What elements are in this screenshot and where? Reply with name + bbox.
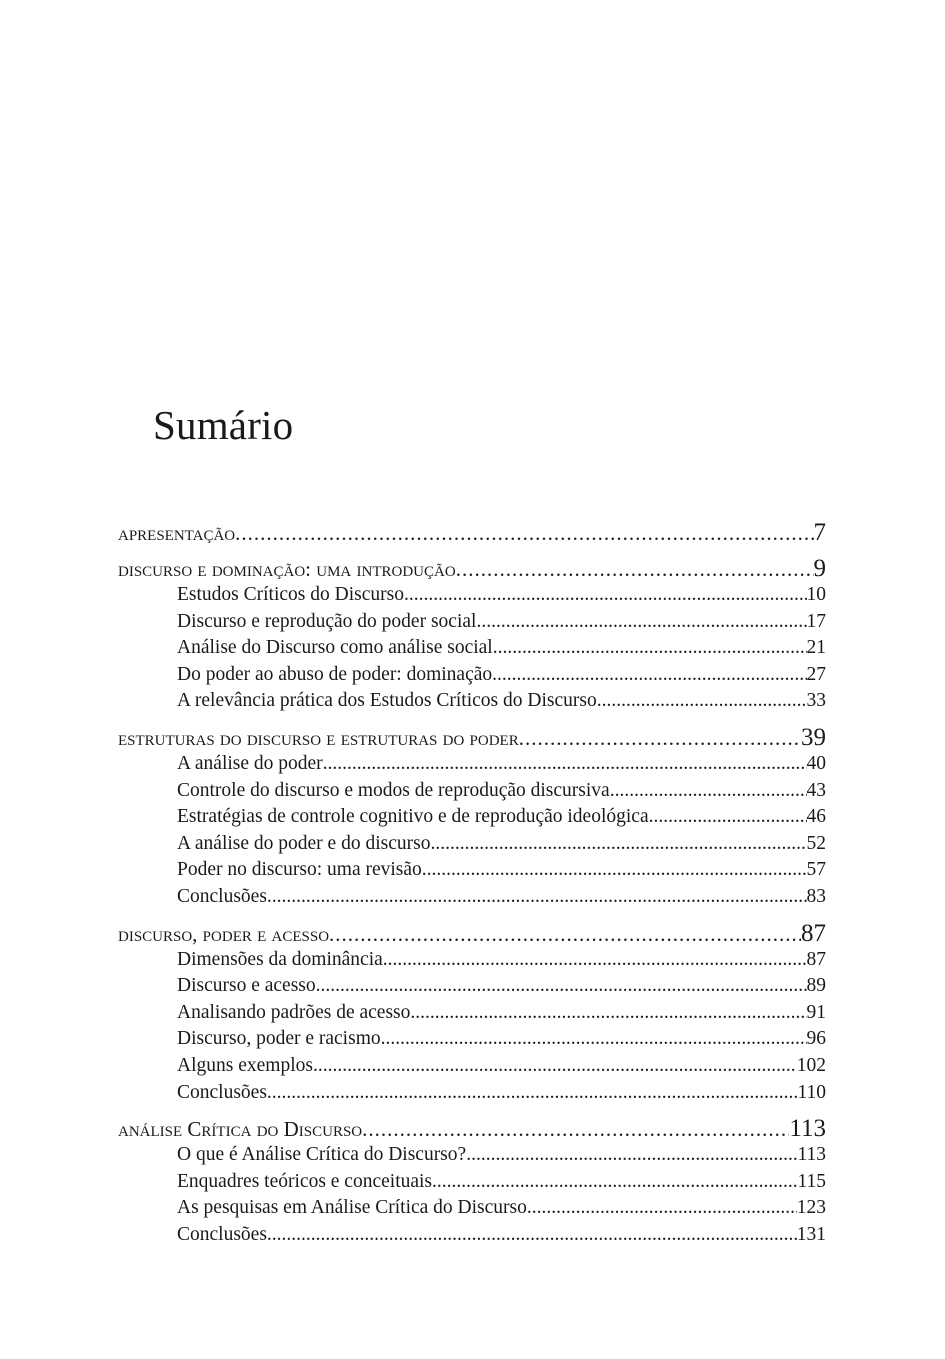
dot-leader (597, 690, 807, 712)
dot-leader (381, 1028, 807, 1050)
entry-label: Alguns exemplos (177, 1054, 313, 1076)
dot-leader (610, 780, 807, 802)
toc-entry[interactable] (118, 886, 826, 913)
dot-leader (476, 611, 806, 633)
entry-page: 83 (806, 885, 826, 907)
dot-leader (432, 1171, 797, 1193)
entry-page: 110 (797, 1081, 826, 1103)
entry-label: Estudos Críticos do Discurso (177, 584, 404, 605)
dot-leader (329, 922, 801, 947)
entry-page: 102 (796, 1054, 826, 1076)
dot-leader (404, 584, 807, 606)
chapter-label: discurso, poder e acesso (118, 921, 330, 946)
chapter-page: 113 (789, 1115, 826, 1143)
chapter-page: 9 (813, 555, 826, 582)
dot-leader (456, 557, 814, 582)
toc-entry[interactable] (118, 753, 826, 780)
entry-page: 57 (806, 859, 826, 881)
toc-entry[interactable] (118, 780, 826, 807)
entry-page: 123 (796, 1197, 826, 1219)
dot-leader (267, 886, 807, 908)
dot-leader (313, 1055, 797, 1077)
dot-leader (492, 664, 806, 686)
chapter-page: 87 (801, 919, 826, 947)
toc-entry[interactable] (118, 1055, 826, 1082)
dot-leader (493, 637, 807, 659)
dot-leader (316, 975, 807, 997)
entry-page: 115 (797, 1170, 826, 1192)
entry-page: 89 (806, 975, 826, 997)
toc-entry[interactable] (118, 584, 826, 611)
dot-leader (519, 726, 801, 751)
entry-page: 43 (806, 779, 826, 801)
chapter-label: estruturas do discurso e estruturas do poder (118, 725, 519, 750)
entry-label: Enquadres teóricos e conceituais (177, 1170, 433, 1192)
entry-label: Dimensões da dominância (177, 948, 383, 970)
toc-entry[interactable] (118, 949, 826, 976)
dot-leader (430, 833, 806, 855)
chapter-page: 39 (801, 723, 826, 751)
entry-label: O que é Análise Crítica do Discurso? (177, 1144, 467, 1166)
toc-entry[interactable] (118, 690, 826, 717)
toc-chapter-discurso-e-dominacao[interactable] (118, 555, 826, 584)
entry-page: 27 (806, 663, 826, 685)
entry-page: 96 (806, 1028, 826, 1050)
page-title: Sumário (153, 402, 294, 449)
toc-chapter-discurso-poder-acesso[interactable] (118, 920, 826, 949)
dot-leader (410, 1002, 806, 1024)
chapter-label: apresentação (118, 521, 236, 545)
entry-page: 131 (796, 1223, 826, 1245)
entry-page: 10 (806, 584, 826, 605)
entry-page: 52 (806, 832, 826, 854)
toc-entry[interactable] (118, 975, 826, 1002)
toc-entry[interactable] (118, 806, 826, 833)
entry-label: Conclusões (177, 885, 267, 907)
entry-page: 40 (806, 752, 826, 774)
toc-entry[interactable] (118, 637, 826, 664)
entry-label: Conclusões (177, 1223, 267, 1245)
dot-leader (267, 1224, 797, 1246)
toc-entry[interactable] (118, 1144, 826, 1171)
entry-page: 91 (806, 1001, 826, 1023)
chapter-page: 7 (813, 519, 826, 546)
toc-chapter-estruturas-do-discurso[interactable] (118, 724, 826, 753)
toc-entry[interactable] (118, 611, 826, 638)
entry-label: Discurso, poder e racismo (177, 1028, 381, 1050)
entry-page: 21 (806, 637, 826, 659)
table-of-contents (118, 519, 826, 1250)
toc-entry[interactable] (118, 1082, 826, 1109)
entry-label: Analisando padrões de acesso (177, 1001, 411, 1023)
entry-label: Controle do discurso e modos de reprodução discursiva (177, 779, 610, 801)
dot-leader (649, 806, 807, 828)
toc-chapter-analise-critica[interactable] (118, 1115, 826, 1144)
entry-label: Do poder ao abuso de poder: dominação (177, 663, 493, 685)
entry-label: Estratégias de controle cognitivo e de reprodução ideológica (177, 806, 649, 828)
chapter-label-part: Discurso (283, 1117, 363, 1142)
entry-page: 17 (806, 610, 826, 632)
dot-leader (527, 1197, 797, 1219)
entry-label: A análise do poder e do discurso (177, 832, 431, 854)
toc-entry[interactable] (118, 859, 826, 886)
entry-page: 33 (806, 690, 826, 712)
entry-page: 87 (806, 948, 826, 970)
toc-chapter-apresentacao[interactable] (118, 519, 826, 548)
dot-leader (362, 1117, 789, 1142)
chapter-label: discurso e dominação: uma introdução (118, 557, 456, 581)
dot-leader (422, 859, 807, 881)
dot-leader (323, 753, 807, 775)
toc-entry[interactable] (118, 1028, 826, 1055)
entry-label: Análise do Discurso como análise social (177, 637, 493, 659)
chapter-label-part: do (251, 1117, 284, 1142)
entry-label: As pesquisas em Análise Crítica do Discurso (177, 1197, 527, 1219)
entry-label: Discurso e reprodução do poder social (177, 610, 477, 632)
chapter-label (118, 1117, 362, 1142)
entry-label: Poder no discurso: uma revisão (177, 859, 422, 881)
toc-entry[interactable] (118, 833, 826, 860)
toc-entry[interactable] (118, 1171, 826, 1198)
dot-leader (267, 1082, 798, 1104)
entry-label: A relevância prática dos Estudos Críticos do Discurso (177, 690, 597, 712)
entry-page: 113 (797, 1144, 826, 1166)
entry-label: A análise do poder (177, 752, 323, 774)
entry-page: 46 (806, 806, 826, 828)
toc-entry[interactable] (118, 1002, 826, 1029)
toc-entry[interactable] (118, 1197, 826, 1224)
toc-entry[interactable] (118, 664, 826, 691)
dot-leader (383, 949, 807, 971)
dot-leader (466, 1144, 797, 1166)
chapter-label-part: análise (118, 1117, 188, 1142)
entry-label: Discurso e acesso (177, 975, 316, 997)
chapter-label-part: Crítica (187, 1117, 252, 1142)
dot-leader (235, 521, 813, 546)
toc-entry[interactable] (118, 1224, 826, 1251)
entry-label: Conclusões (177, 1081, 267, 1103)
